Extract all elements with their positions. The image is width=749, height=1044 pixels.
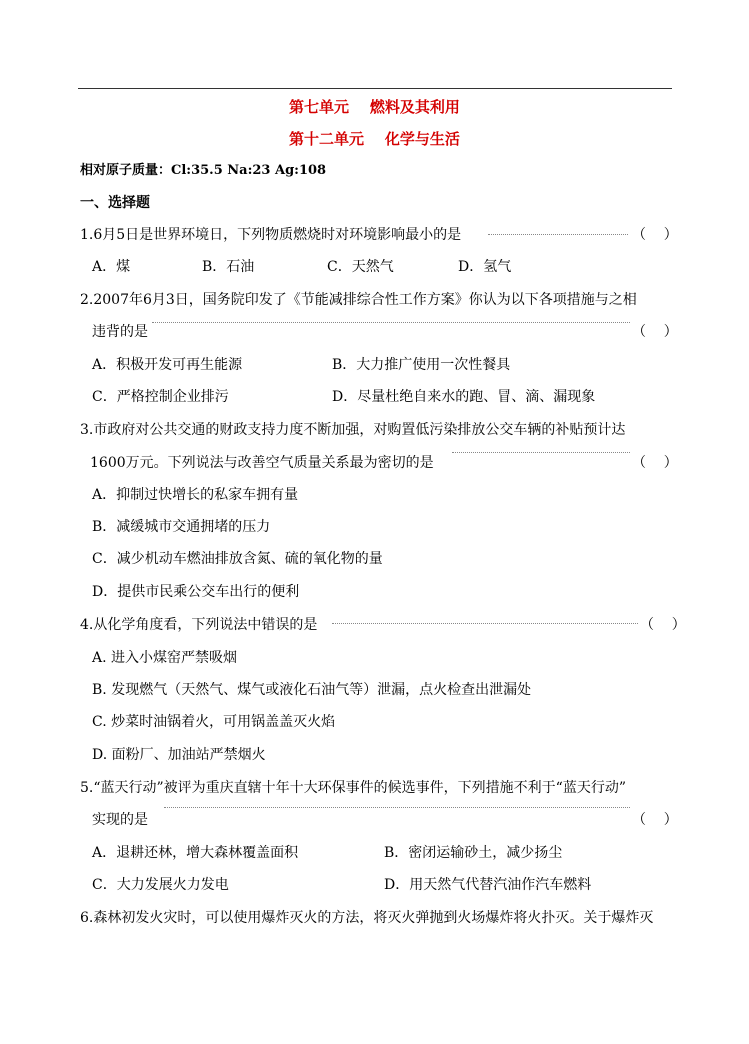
question-4-dots bbox=[332, 623, 638, 624]
question-5-option-d: D．用天然气代替汽油作汽车燃料 bbox=[384, 877, 592, 893]
question-1-dots bbox=[488, 234, 628, 235]
question-3-dots bbox=[452, 452, 630, 453]
question-2-answer-blank: （ ） bbox=[632, 324, 678, 340]
question-1-stem: 1.6月5日是世界环境日，下列物质燃烧时对环境影响最小的是 bbox=[80, 227, 462, 243]
question-5-stem: 5.“蓝天行动”被评为重庆直辖十年十大环保事件的候选事件，下列措施不利于“蓝天行动” bbox=[80, 780, 626, 796]
question-2-option-d: D．尽量杜绝自来水的跑、冒、滴、漏现象 bbox=[332, 389, 596, 405]
question-3-option-c: C．减少机动车燃油排放含氮、硫的氧化物的量 bbox=[92, 551, 383, 567]
question-2-option-b: B．大力推广使用一次性餐具 bbox=[332, 357, 511, 373]
question-2-dots bbox=[152, 322, 630, 323]
question-3-option-a: A．抑制过快增长的私家车拥有量 bbox=[92, 487, 299, 503]
header-rule bbox=[78, 88, 672, 89]
question-4-option-c: C. 炒菜时油锅着火，可用锅盖盖灭火焰 bbox=[92, 714, 336, 730]
question-2-stem: 2.2007年6月3日，国务院印发了《节能减排综合性工作方案》你认为以下各项措施与之相 bbox=[80, 292, 637, 308]
question-1-option-a: A．煤 bbox=[92, 259, 131, 275]
question-5-dots bbox=[164, 807, 630, 808]
atomic-mass-line: 相对原子质量：Cl:35.5 Na:23 Ag:108 bbox=[80, 163, 327, 178]
question-1-option-b: B．石油 bbox=[202, 259, 255, 275]
question-3-answer-blank: （ ） bbox=[632, 455, 678, 471]
question-4-option-d: D. 面粉厂、加油站严禁烟火 bbox=[92, 747, 266, 763]
question-4-option-b: B. 发现燃气（天然气、煤气或液化石油气等）泄漏，点火检查出泄漏处 bbox=[92, 682, 532, 698]
unit-title-7: 第七单元 燃料及其利用 bbox=[289, 98, 460, 116]
question-3-option-b: B．减缓城市交通拥堵的压力 bbox=[92, 519, 271, 535]
question-5-option-a: A．退耕还林，增大森林覆盖面积 bbox=[92, 845, 299, 861]
unit-title-12: 第十二单元 化学与生活 bbox=[289, 130, 460, 148]
question-2-option-a: A．积极开发可再生能源 bbox=[92, 357, 243, 373]
question-3-stem: 3.市政府对公共交通的财政支持力度不断加强，对购置低污染排放公交车辆的补贴预计达 bbox=[80, 422, 626, 438]
question-2-option-c: C．严格控制企业排污 bbox=[92, 389, 229, 405]
section-heading: 一、选择题 bbox=[80, 195, 150, 211]
question-5-stem-cont: 实现的是 bbox=[92, 812, 148, 828]
question-1-option-c: C．天然气 bbox=[327, 259, 394, 275]
question-6-stem: 6.森林初发火灾时，可以使用爆炸灭火的方法，将灭火弹抛到火场爆炸将火扑灭。关于爆炸灭 bbox=[80, 910, 654, 926]
question-3-stem-cont: 1600万元。下列说法与改善空气质量关系最为密切的是 bbox=[90, 455, 434, 471]
question-1-answer-blank: （ ） bbox=[632, 227, 678, 243]
question-5-option-b: B．密闭运输砂土，减少扬尘 bbox=[384, 845, 563, 861]
question-2-stem-cont: 违背的是 bbox=[92, 324, 148, 340]
question-1-option-d: D．氢气 bbox=[458, 259, 512, 275]
question-5-option-c: C．大力发展火力发电 bbox=[92, 877, 229, 893]
question-5-answer-blank: （ ） bbox=[632, 812, 678, 828]
question-4-option-a: A. 进入小煤窑严禁吸烟 bbox=[92, 650, 238, 666]
question-4-stem: 4.从化学角度看，下列说法中错误的是 bbox=[80, 617, 318, 633]
question-3-option-d: D．提供市民乘公交车出行的便利 bbox=[92, 584, 300, 600]
question-4-answer-blank: （ ） bbox=[640, 617, 686, 633]
